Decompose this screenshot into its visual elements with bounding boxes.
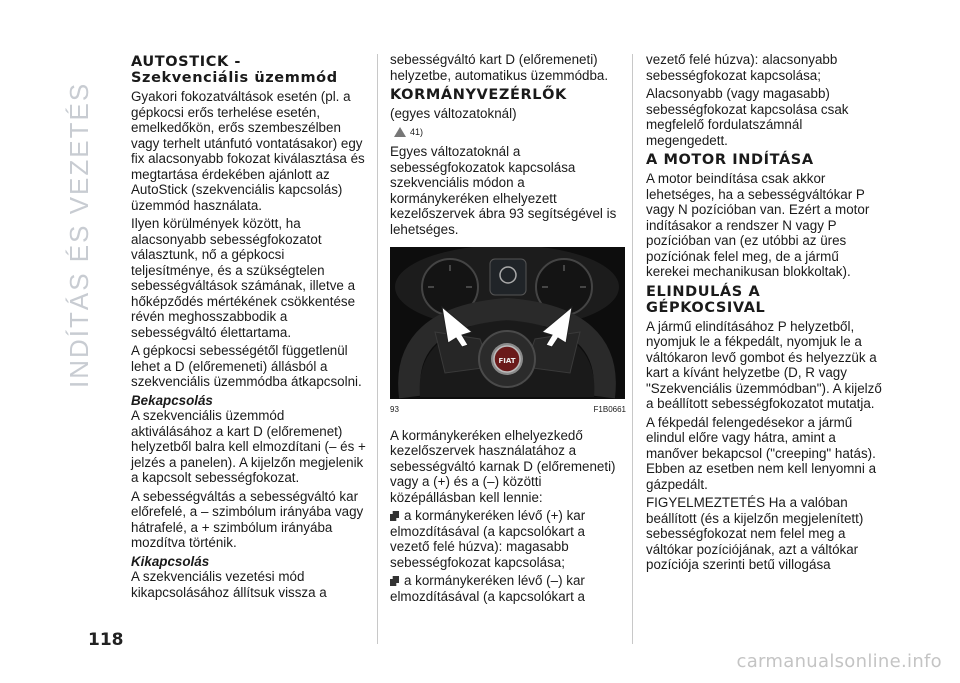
- steering-wheel-illustration: [390, 247, 625, 399]
- paragraph: (egyes változatoknál): [390, 106, 517, 121]
- warning-triangle-icon: [394, 127, 406, 137]
- heading-gepkocsival: GÉPKOCSIVAL: [646, 299, 766, 316]
- warning-reference: 41): [394, 125, 626, 141]
- heading-elindulas: ELINDULÁS A: [646, 283, 761, 300]
- bullet-icon: [390, 576, 399, 586]
- paragraph: FIGYELMEZTETÉS Ha a valóban beállított (és a kijelzőn megjelenített) sebességfokozat nem felel meg a váltókar pozíciójának, azt a váltókar pozíciója szerinti betű villogása: [646, 495, 864, 572]
- page-number: 118: [88, 630, 124, 650]
- section-title-vertical: INDÍTÁS ÉS VEZETÉS: [64, 81, 94, 388]
- paragraph: A motor beindítása csak akkor lehetséges, ha a sebességváltókar P vagy N pozícióban van. Ezért a motor indításakor a rendszer N vagy P pozícióban van (ez utóbbi az üres pozíciónak felel meg, de a jármű kerekei mechanikusan blokkoltak).: [646, 171, 870, 279]
- paragraph: A kormánykeréken elhelyezkedő kezelőszervek használatához a sebességváltó karnak D (előremeneti) vagy a (+) és a (–) közötti középállásban kell lennie:: [390, 427, 616, 505]
- paragraph: Gyakori fokozatváltások esetén (pl. a gépkocsi erős terhelése esetén, emelkedőkön, erős szembeszélben vagy terhelt utánfutó vontatásakor) egy fix alacsonyabb fokozat kiválasztása és megtartása érdekében ajánlott az AutoStick (szekvenciális kapcsolás) üzemmód használata.: [131, 89, 365, 213]
- paragraph: A szekvenciális üzemmód aktiválásához a kart D (előremenet) helyzetből balra kell elmozdítani (– és + jelzés a panelen). A kijelzőn megjelenik a kapcsolt sebességfokozat.: [131, 408, 366, 485]
- heading-autostick-sub: Szekvenciális üzemmód: [131, 70, 338, 86]
- bullet-item: a kormánykeréken lévő (+) kar elmozdításával (a kapcsolókart a vezető felé húzva): magasabb sebességfokozat kapcsolása;: [390, 508, 586, 570]
- paragraph: Ilyen körülmények között, ha alacsonyabb sebességfokozatot választunk, nő a gépkocsi teljesítménye, és a szükségtelen sebességváltások számának, illetve a hőképződés mértékének csökkentése révén meghosszabbodik a sebességváltó élettartama.: [131, 216, 356, 340]
- steering-wheel-figure: [390, 247, 625, 399]
- subheading-kikapcsolas: Kikapcsolás: [131, 553, 210, 569]
- figure-code: F1B0661: [593, 405, 626, 414]
- figure-caption: [390, 402, 626, 418]
- paragraph: Alacsonyabb (vagy magasabb) sebességfokozat kapcsolása csak megfelelő fordulatszámnál megengedett.: [646, 86, 849, 148]
- paragraph: A jármű elindításához P helyzetből, nyomjuk le a fékpedált, nyomjuk le a váltókaron levő gombot és helyezzük a kart a kívánt helyzetbe (D, R vagy "Szekvenciális üzemmódban"). A kijelző a beállított sebességfokozatot mutatja.: [646, 318, 882, 411]
- heading-kormanyvezerlok: KORMÁNYVEZÉRLŐK: [390, 87, 567, 103]
- paragraph: A fékpedál felengedésekor a jármű elindul előre vagy hátra, amint a manőver bekapcsol ("creeping" hatás). Ebben az esetben nem kell lenyomni a gázpedált.: [646, 414, 877, 492]
- column-3: [646, 52, 882, 576]
- paragraph: A szekvenciális vezetési mód kikapcsolásához állítsuk vissza a: [131, 569, 327, 600]
- bullet-item: a kormánykeréken lévő (–) kar elmozdításával (a kapcsolókart a: [390, 573, 586, 604]
- svg-text:FIAT: FIAT: [498, 357, 516, 365]
- paragraph: sebességváltó kart D (előremeneti) helyzetbe, automatikus üzemmódba.: [390, 52, 609, 83]
- column-divider: [632, 54, 633, 644]
- heading-autostick: AUTOSTICK -: [131, 54, 242, 70]
- subheading-bekapcsolas: Bekapcsolás: [131, 392, 213, 408]
- bullet-icon: [390, 511, 399, 521]
- column-1: [131, 52, 367, 603]
- watermark: carmanualsonline.info: [736, 651, 942, 672]
- column-divider: [377, 54, 378, 644]
- paragraph: A sebességváltás a sebességváltó kar előrefelé, a – szimbólum irányába vagy hátrafelé, a + szimbólum irányába mozdítva történik.: [131, 488, 364, 550]
- paragraph: A gépkocsi sebességétől függetlenül lehet a D (előremeneti) állásból a szekvenciális üzemmódba átkapcsolni.: [131, 343, 362, 389]
- paragraph: vezető felé húzva): alacsonyabb sebességfokozat kapcsolása;: [646, 52, 838, 83]
- column-2: [390, 52, 626, 607]
- heading-motor-inditasa: A MOTOR INDÍTÁSA: [646, 152, 814, 168]
- paragraph: Egyes változatoknál a sebességfokozatok kapcsolása szekvenciális módon a kormánykeréken elhelyezett kezelőszervek ábra 93 segítségével is lehetséges.: [390, 144, 617, 237]
- figure-number: 93: [390, 405, 399, 414]
